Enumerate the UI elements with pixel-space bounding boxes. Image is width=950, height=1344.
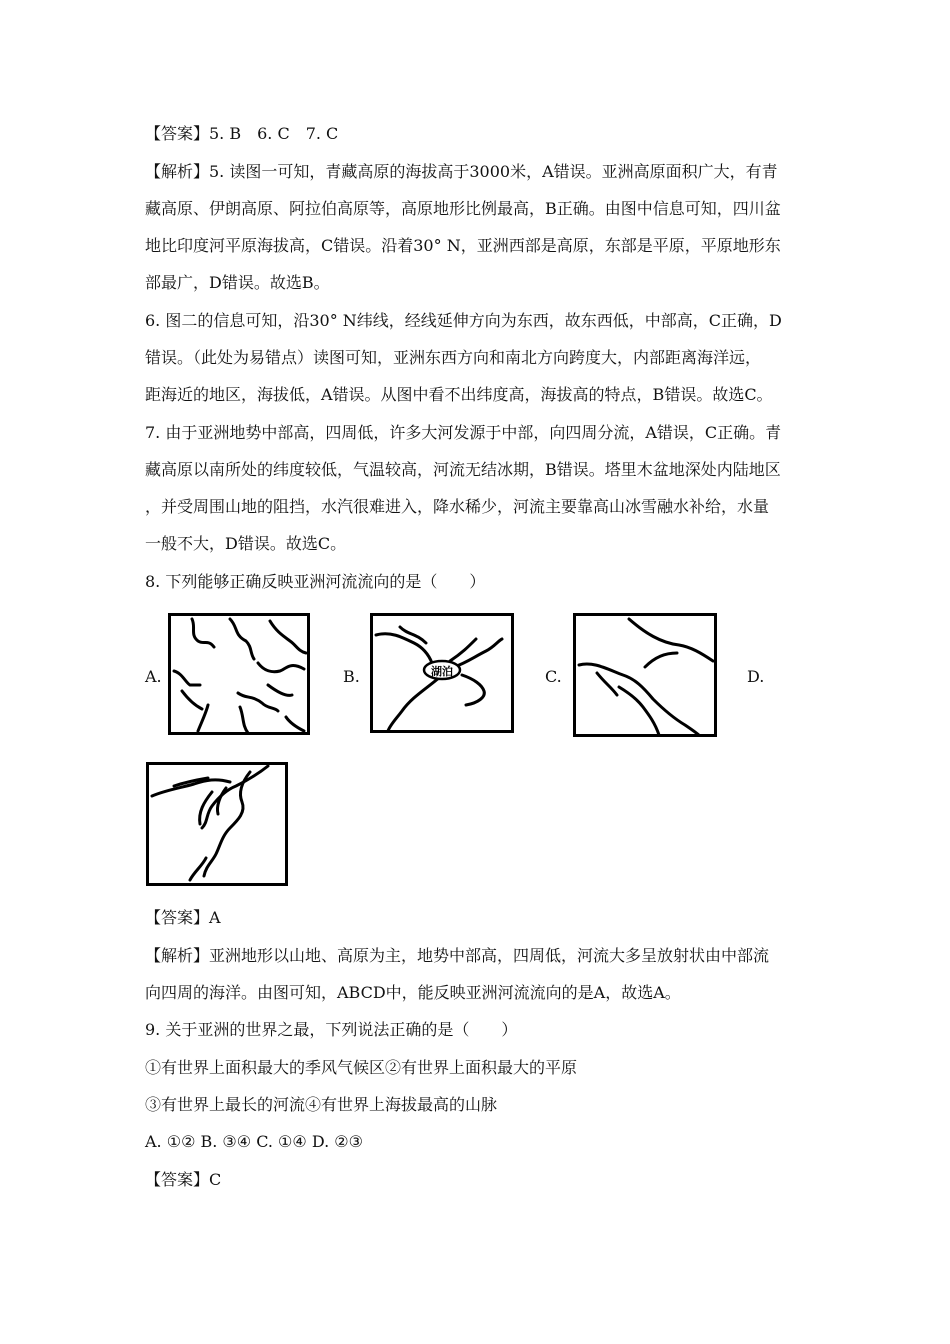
answer-5-7: 【答案】5. B 6. C 7. C [145,124,339,143]
river-map-b [370,613,514,733]
analysis-line: 藏高原、伊朗高原、阿拉伯高原等，高原地形比例最高，B正确。由图中信息可知，四川盆 [145,199,781,218]
answer-9: 【答案】C [145,1170,222,1189]
analysis-line: ，并受周围山地的阻挡，水汽很难进入，降水稀少，河流主要靠高山冰雪融水补给，水量 [145,497,770,516]
analysis-line: 部最广，D错误。故选B。 [145,273,330,292]
analysis-line: 距海近的地区，海拔低，A错误。从图中看不出纬度高，海拔高的特点，B错误。故选C。 [145,385,773,404]
analysis-line: 藏高原以南所处的纬度较低，气温较高，河流无结冰期，B错误。塔里木盆地深处内陆地区 [145,460,781,479]
analysis-8-line: 向四周的海洋。由图可知，ABCD中，能反映亚洲河流流向的是A，故选A。 [145,983,681,1002]
lake-label: 湖泊 [431,665,453,678]
river-map-a [168,613,310,735]
question-9: 9. 关于亚洲的世界之最，下列说法正确的是（ ） [145,1020,518,1039]
river-map-d [146,762,288,886]
analysis-line: 6. 图二的信息可知，沿30° N纬线，经线延伸方向为东西，故东西低，中部高，C正确，D [145,311,782,330]
analysis-8-line: 【解析】亚洲地形以山地、高原为主，地势中部高，四周低，河流大多呈放射状由中部流 [145,946,770,965]
question-8: 8. 下列能够正确反映亚洲河流流向的是（ ） [145,572,486,591]
question-9-options: A. ①② B. ③④ C. ①④ D. ②③ [145,1132,363,1151]
question-9-statements: ③有世界上最长的河流④有世界上海拔最高的山脉 [145,1095,498,1114]
option-a-label: A. [145,667,162,686]
option-b-label: B. [343,667,360,686]
river-map-c [573,613,717,737]
analysis-line: 地比印度河平原海拔高，C错误。沿着30° N，亚洲西部是高原，东部是平原，平原地形东 [145,236,781,255]
answer-8: 【答案】A [145,908,221,927]
analysis-line: 错误。（此处为易错点）读图可知，亚洲东西方向和南北方向跨度大，内部距离海洋远， [145,348,762,367]
option-c-label: C. [545,667,562,686]
analysis-line: 7. 由于亚洲地势中部高，四周低，许多大河发源于中部，向四周分流，A错误，C正确。青 [145,423,782,442]
option-d-label: D. [747,667,765,686]
analysis-line: 【解析】5. 读图一可知，青藏高原的海拔高于3000米，A错误。亚洲高原面积广大，有青 [145,162,778,181]
analysis-line: 一般不大，D错误。故选C。 [145,534,347,553]
question-9-statements: ①有世界上面积最大的季风气候区②有世界上面积最大的平原 [145,1058,578,1077]
